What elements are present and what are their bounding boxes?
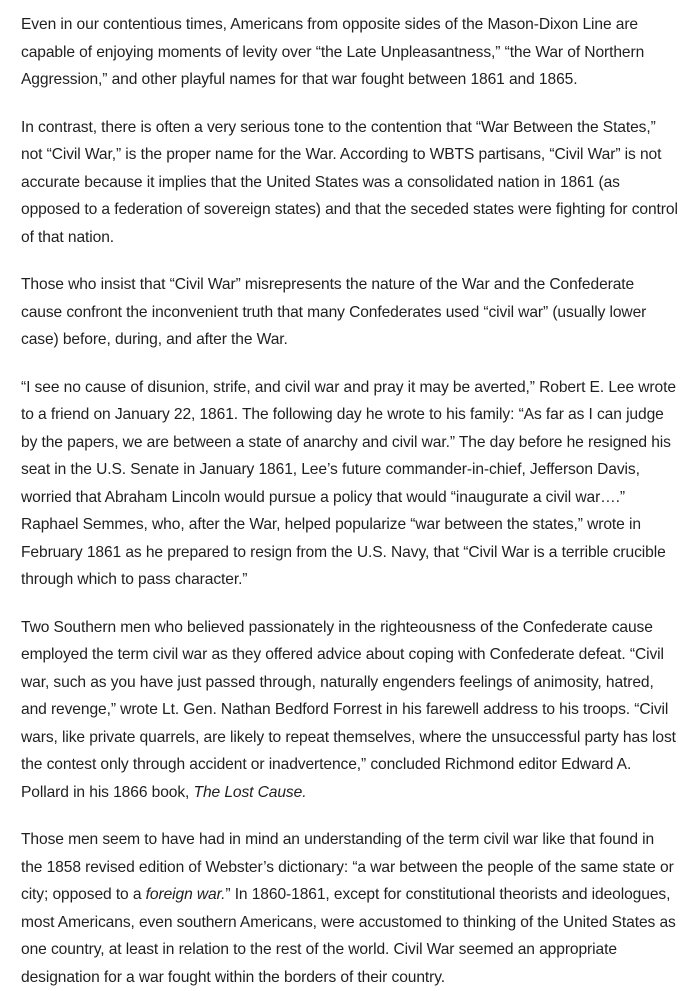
paragraph-2 <box>21 114 678 252</box>
paragraph-5-text: Two Southern men who believed passionately in the righteousness of the Confederate cause employed the term civil war as they offered advice about coping with Confederate defeat. “Civil war, such as you have just passed through, naturally engenders feelings of animosity, hatred, and revenge,” wrote Lt. Gen. Nathan Bedford Forrest in his farewell address to his troops. “Civil wars, like private quarrels, are likely to repeat themselves, where the unsuccessful party has lost the contest only through accident or inadvertence,” concluded Richmond editor Edward A. Pollard in his 1866 book, <box>21 618 676 801</box>
paragraph-6-text-start: Those men seem to have had in mind an understanding of the term civil war like that found in the 1858 revised edition of Webster’s dictionary: “a war between the people of the same state or city; opposed to a <box>21 831 674 903</box>
paragraph-2-text: In contrast, there is often a very serious tone to the contention that “War Between the States,” not “Civil War,” is the proper name for the War. According to WBTS partisans, “Civil War” is not accurate because it implies that the United States was a consolidated nation in 1861 (as opposed to a federation of sovereign states) and that the seceded states were fighting for control of that nation. <box>21 118 678 246</box>
paragraph-5 <box>21 614 678 807</box>
paragraph-4-text: “I see no cause of disunion, strife, and civil war and pray it may be averted,” Robert E. Lee wrote to a friend on January 22, 1861. The following day he wrote to his family: “As far as I can judge by the papers, we are between a state of anarchy and civil war.” The day before he resigned his seat in the U.S. Senate in January 1861, Lee’s future commander-in-chief, Jefferson Davis, worried that Abraham Lincoln would pursue a policy that would “inaugurate a civil war….” Raphael Semmes, who, after the War, helped popularize “war between the states,” wrote in February 1861 as he prepared to resign from the U.S. Navy, that “Civil War is a terrible crucible through which to pass character.” <box>21 378 676 588</box>
paragraph-3-text: Those who insist that “Civil War” misrepresents the nature of the War and the Confederate cause confront the inconvenient truth that many Confederates used “civil war” (usually lower case) before, during, and after the War. <box>21 276 647 348</box>
book-title-the-lost-cause: The Lost Cause. <box>193 783 307 801</box>
foreign-war-italic: foreign war. <box>145 886 226 903</box>
paragraph-6 <box>21 826 678 991</box>
paragraph-3 <box>21 271 678 354</box>
paragraph-4 <box>21 374 678 594</box>
paragraph-1 <box>21 11 678 94</box>
paragraph-1-text: Even in our contentious times, Americans from opposite sides of the Mason-Dixon Line are capable of enjoying moments of levity over “the Late Unpleasantness,” “the War of Northern Aggression,” and other playful names for that war fought between 1861 and 1865. <box>21 16 645 88</box>
paragraph-6-text-end: ” In 1860-1861, except for constitutional theorists and ideologues, most Americans, even southern Americans, were accustomed to thinking of the United States as one country, at least in relation to the rest of the world. Civil War seemed an appropriate designation for a war fought within the borders of their country. <box>21 886 676 986</box>
